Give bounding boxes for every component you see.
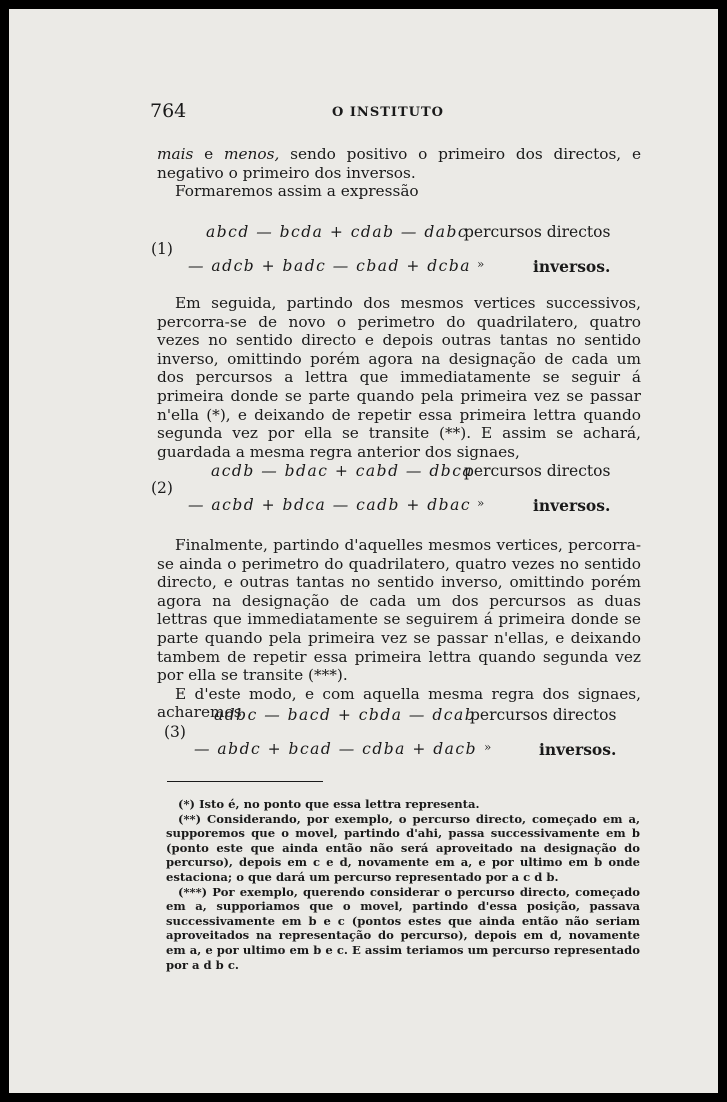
label-inversos: inversos. (533, 496, 611, 515)
equation-number: (1) (151, 240, 173, 258)
paragraph-3: Finalmente, partindo d'aquelles mesmos vertices, percorra-se ainda o perimetro do quadrilatero, quatro vezes no sentido directo, e outras tantas no sentido inverso, omittindo porém agora na designação de cada um dos percursos as duas lettras que immediatamente se seguirem á primeira donde se parte quando pela primeira vez se passar n'ellas, e deixando tambem de repetir essa primeira lettra quando segunda vez por ella se transite (***). (157, 536, 641, 685)
equation-line-inverse: — acbd + bdca — cadb + dbac (188, 496, 472, 514)
page-number: 764 (150, 100, 187, 122)
equation-1 (151, 223, 643, 279)
label-directos: percursos directos (464, 462, 611, 480)
equation-line-direct: acdb — bdac + cabd — dbca (211, 462, 474, 480)
equation-number: (2) (151, 479, 173, 497)
equation-line-inverse: — abdc + bcad — cdba + dacb (194, 740, 478, 758)
footnotes (166, 797, 640, 972)
equation-2 (151, 462, 643, 518)
paragraph-1: Formaremos assim a expressão (175, 182, 419, 201)
label-inversos: inversos. (539, 740, 617, 759)
footnote-rule (167, 781, 323, 782)
equation-line-inverse: — adcb + badc — cbad + dcba (188, 257, 472, 275)
equation-number: (3) (164, 723, 186, 741)
footnote-3: (***) Por exemplo, querendo considerar o percurso directo, começado em a, supporiamos que o movel, partindo d'essa posição, passava successivamente em b e c (pontos estes que ainda então não seriam aproveitados na representação do percurso), depois em d, novamente em a, e por ultimo em b e c. E assim teriamos um percurso representado por a d b c. (166, 884, 640, 972)
page-header (150, 100, 642, 124)
ditto-mark: » (477, 496, 485, 510)
text-block-middle (157, 294, 641, 461)
paragraph-4: E d'este modo, e com aquella mesma regra dos signaes, acharemos (157, 684, 641, 722)
label-inversos: inversos. (533, 257, 611, 276)
label-directos: percursos directos (470, 706, 617, 724)
paragraph-2: Em seguida, partindo dos mesmos vertices successivos, percorra-se de novo o perimetro do quadrilatero, quatro vezes no sentido directo e depois outras tantas no sentido inverso, omittindo porém agora na designação de cada um dos percursos a lettra que immediatamente se seguir á primeira donde se parte quando pela primeira vez se passar n'ella (*), e deixando de repetir essa primeira lettra quando segunda vez por ella se transite (**). E assim se achará, guardada a mesma regra anterior dos signaes, (157, 294, 641, 461)
footnote-1: (*) Isto é, no ponto que essa lettra representa. (178, 797, 480, 811)
text-block-lower (157, 536, 641, 722)
paragraph-0: mais e menos, sendo positivo o primeiro dos directos, e negativo o primeiro dos inversos. (157, 145, 641, 182)
text-block-top (157, 145, 641, 201)
equation-3 (164, 706, 656, 762)
equation-line-direct: abcd — bcda + cdab — dabc (206, 223, 469, 241)
equation-line-direct: adbc — bacd + cbda — dcab (214, 706, 477, 724)
running-title: O INSTITUTO (332, 105, 444, 120)
ditto-mark: » (477, 257, 485, 271)
ditto-mark: » (484, 740, 492, 754)
footnote-2: (**) Considerando, por exemplo, o percurso directo, começado em a, supporemos que o movel, partindo d'ahi, passa successivamente em b (ponto este que ainda então não será aproveitado na designação do percurso), depois em c e d, novamente em a, e por ultimo em b onde estaciona; o que dará um percurso representado por a c d b. (166, 811, 640, 884)
book-page (9, 9, 718, 1093)
label-directos: percursos directos (464, 223, 611, 241)
